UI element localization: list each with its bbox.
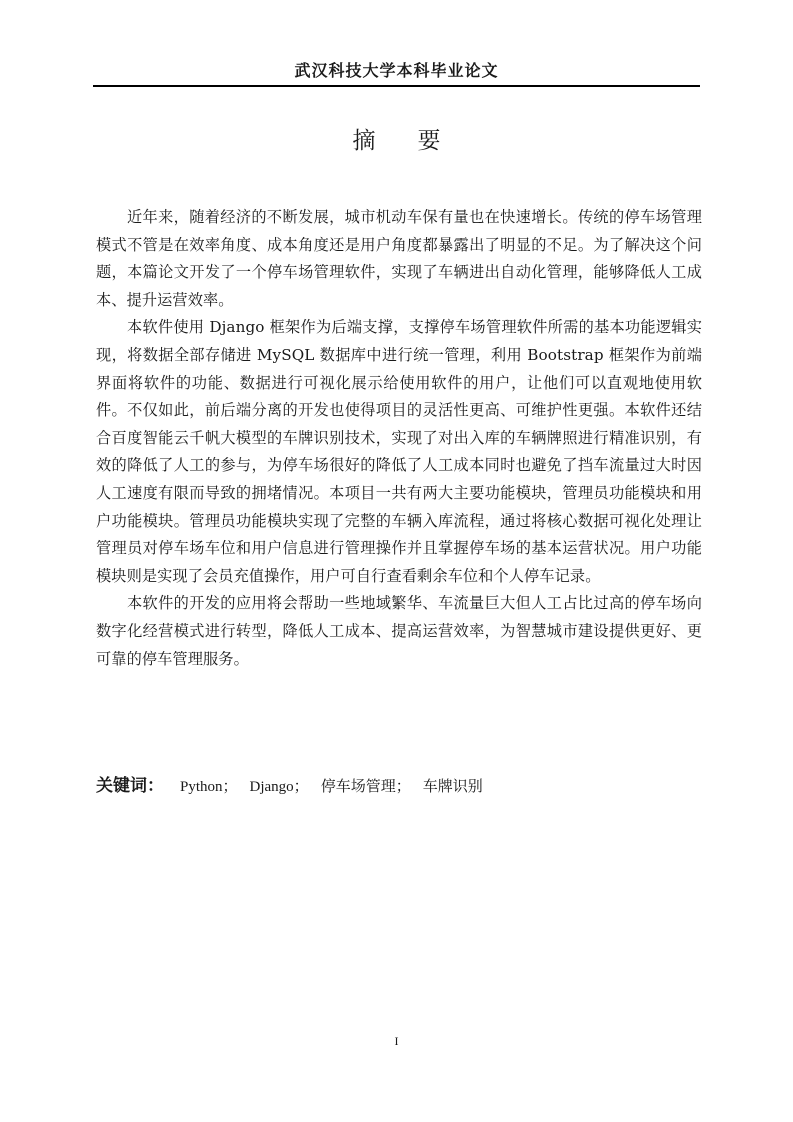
- keywords-line: [96, 774, 495, 799]
- keyword-item: 停车场管理；: [320, 779, 411, 795]
- keyword-item: Django；: [249, 779, 309, 795]
- abstract-paragraph-1: 近年来，随着经济的不断发展，城市机动车保有量也在快速增长。传统的停车场管理模式不管是在效率角度、成本角度还是用户角度都暴露出了明显的不足。为了解决这个问题，本篇论文开发了一个停车场管理软件，实现了车辆进出自动化管理，能够降低人工成本、提升运营效率。: [96, 208, 702, 309]
- abstract-paragraph-3: 本软件的开发的应用将会帮助一些地域繁华、车流量巨大但人工占比过高的停车场向数字化经营模式进行转型，降低人工成本、提高运营效率，为智慧城市建设提供更好、更可靠的停车管理服务。: [96, 594, 702, 668]
- page-title-char-1: 摘: [352, 128, 376, 154]
- page-title: [93, 126, 700, 156]
- running-header-title: 武汉科技大学本科毕业论文: [294, 61, 499, 80]
- header-divider: [93, 85, 700, 87]
- keywords-label: 关键词：: [96, 776, 164, 796]
- page-title-char-2: 要: [417, 128, 441, 154]
- page-number: I: [394, 1034, 399, 1048]
- keyword-item: 车牌识别: [422, 779, 483, 795]
- keyword-item: Python；: [180, 779, 238, 795]
- abstract-paragraph-2: 本软件使用 Django 框架作为后端支撑，支撑停车场管理软件所需的基本功能逻辑实现，将数据全部存储进 MySQL 数据库中进行统一管理，利用 Bootstrap 框架作为前端界面将软件的功能、数据进行可视化展示给使用软件的用户，让他们可以直观地使用软件。不仅如此，前后端分离的开发也使得项目的灵活性更高、可维护性更强。本软件还结合百度智能云千帆大模型的车牌识别技术，实现了对出入库的车辆牌照进行精准识别，有效的降低了人工的参与，为停车场很好的降低了人工成本同时也避免了挡车流量过大时因人工速度有限而导致的拥堵情况。本项目一共有两大主要功能模块，管理员功能模块和用户功能模块。管理员功能模块实现了完整的车辆入库流程，通过将核心数据可视化处理让管理员对停车场车位和用户信息进行管理操作并且掌握停车场的基本运营状况。用户功能模块则是实现了会员充值操作，用户可自行查看剩余车位和个人停车记录。: [96, 318, 702, 585]
- abstract-body: [96, 204, 702, 673]
